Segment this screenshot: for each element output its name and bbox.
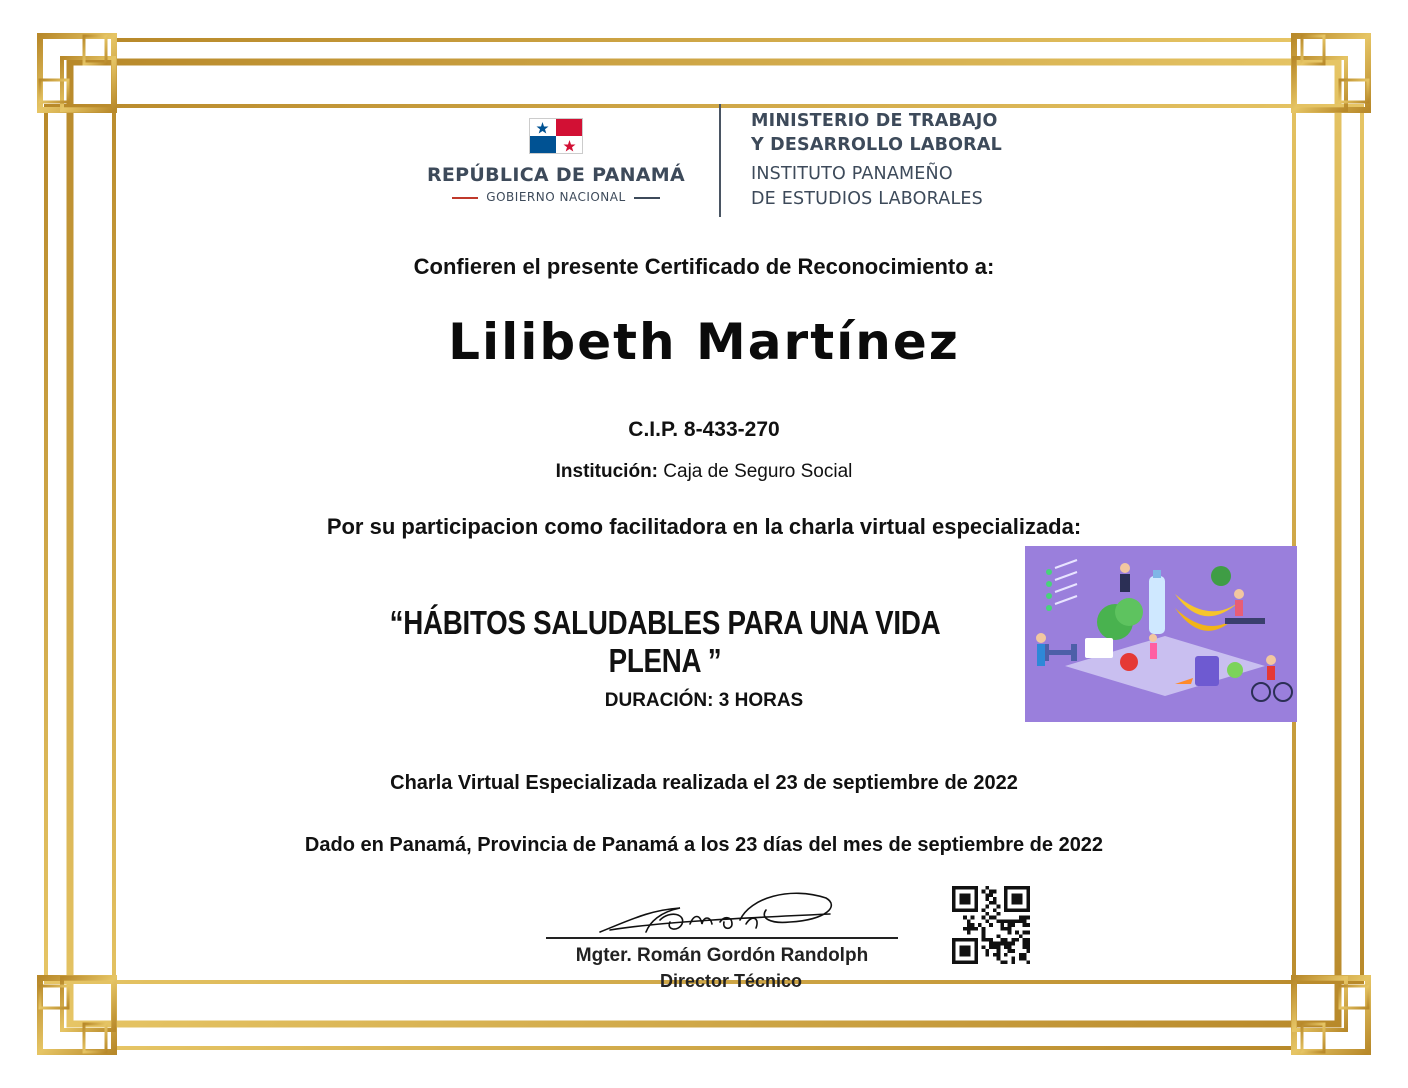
republic-name: REPÚBLICA DE PANAMÁ [426,164,686,186]
institute-line-2: DE ESTUDIOS LABORALES [751,189,983,209]
signer-name: Mgter. Román Gordón Randolph [575,945,869,966]
ministry-line-1: MINISTERIO DE TRABAJO [751,111,998,131]
institute-line-1: INSTITUTO PANAMEÑO [751,164,953,184]
participation-text: Por su participacion como facilitadora en la charla virtual especializada: [326,514,1082,539]
institution-value: Caja de Seguro Social [663,461,853,482]
dash-right [634,197,660,199]
given-in-text: Dado en Panamá, Provincia de Panamá a los 23 días del mes de septiembre de 2022 [304,834,1104,856]
handwritten-signature [590,880,840,940]
duration-text: DURACIÓN: 3 HORAS [604,690,804,711]
healthy-habits-illustration [1025,546,1297,722]
government-label [420,190,692,204]
recipient-name: Lilibeth Martínez [448,313,960,371]
ministry-line-2: Y DESARROLLO LABORAL [751,135,1002,155]
panama-flag-icon [529,118,583,154]
signature-line [546,937,898,939]
talk-title: “HÁBITOS SALUDABLES PARA UNA VIDA PLENA ” [389,604,941,679]
recipient-cip: C.I.P. 8-433-270 [628,418,780,441]
held-on-text: Charla Virtual Especializada realizada el 23 de septiembre de 2022 [390,772,1018,794]
institution-line [0,461,1408,483]
government-text: GOBIERNO NACIONAL [486,190,626,204]
header-divider [719,104,721,217]
signer-title: Director Técnico [659,971,803,991]
qr-code-icon [949,886,1033,964]
certificate-intro: Confieren el presente Certificado de Reconocimiento a: [413,254,995,279]
red-dash-left [452,197,478,199]
institution-label: Institución: [555,461,659,482]
